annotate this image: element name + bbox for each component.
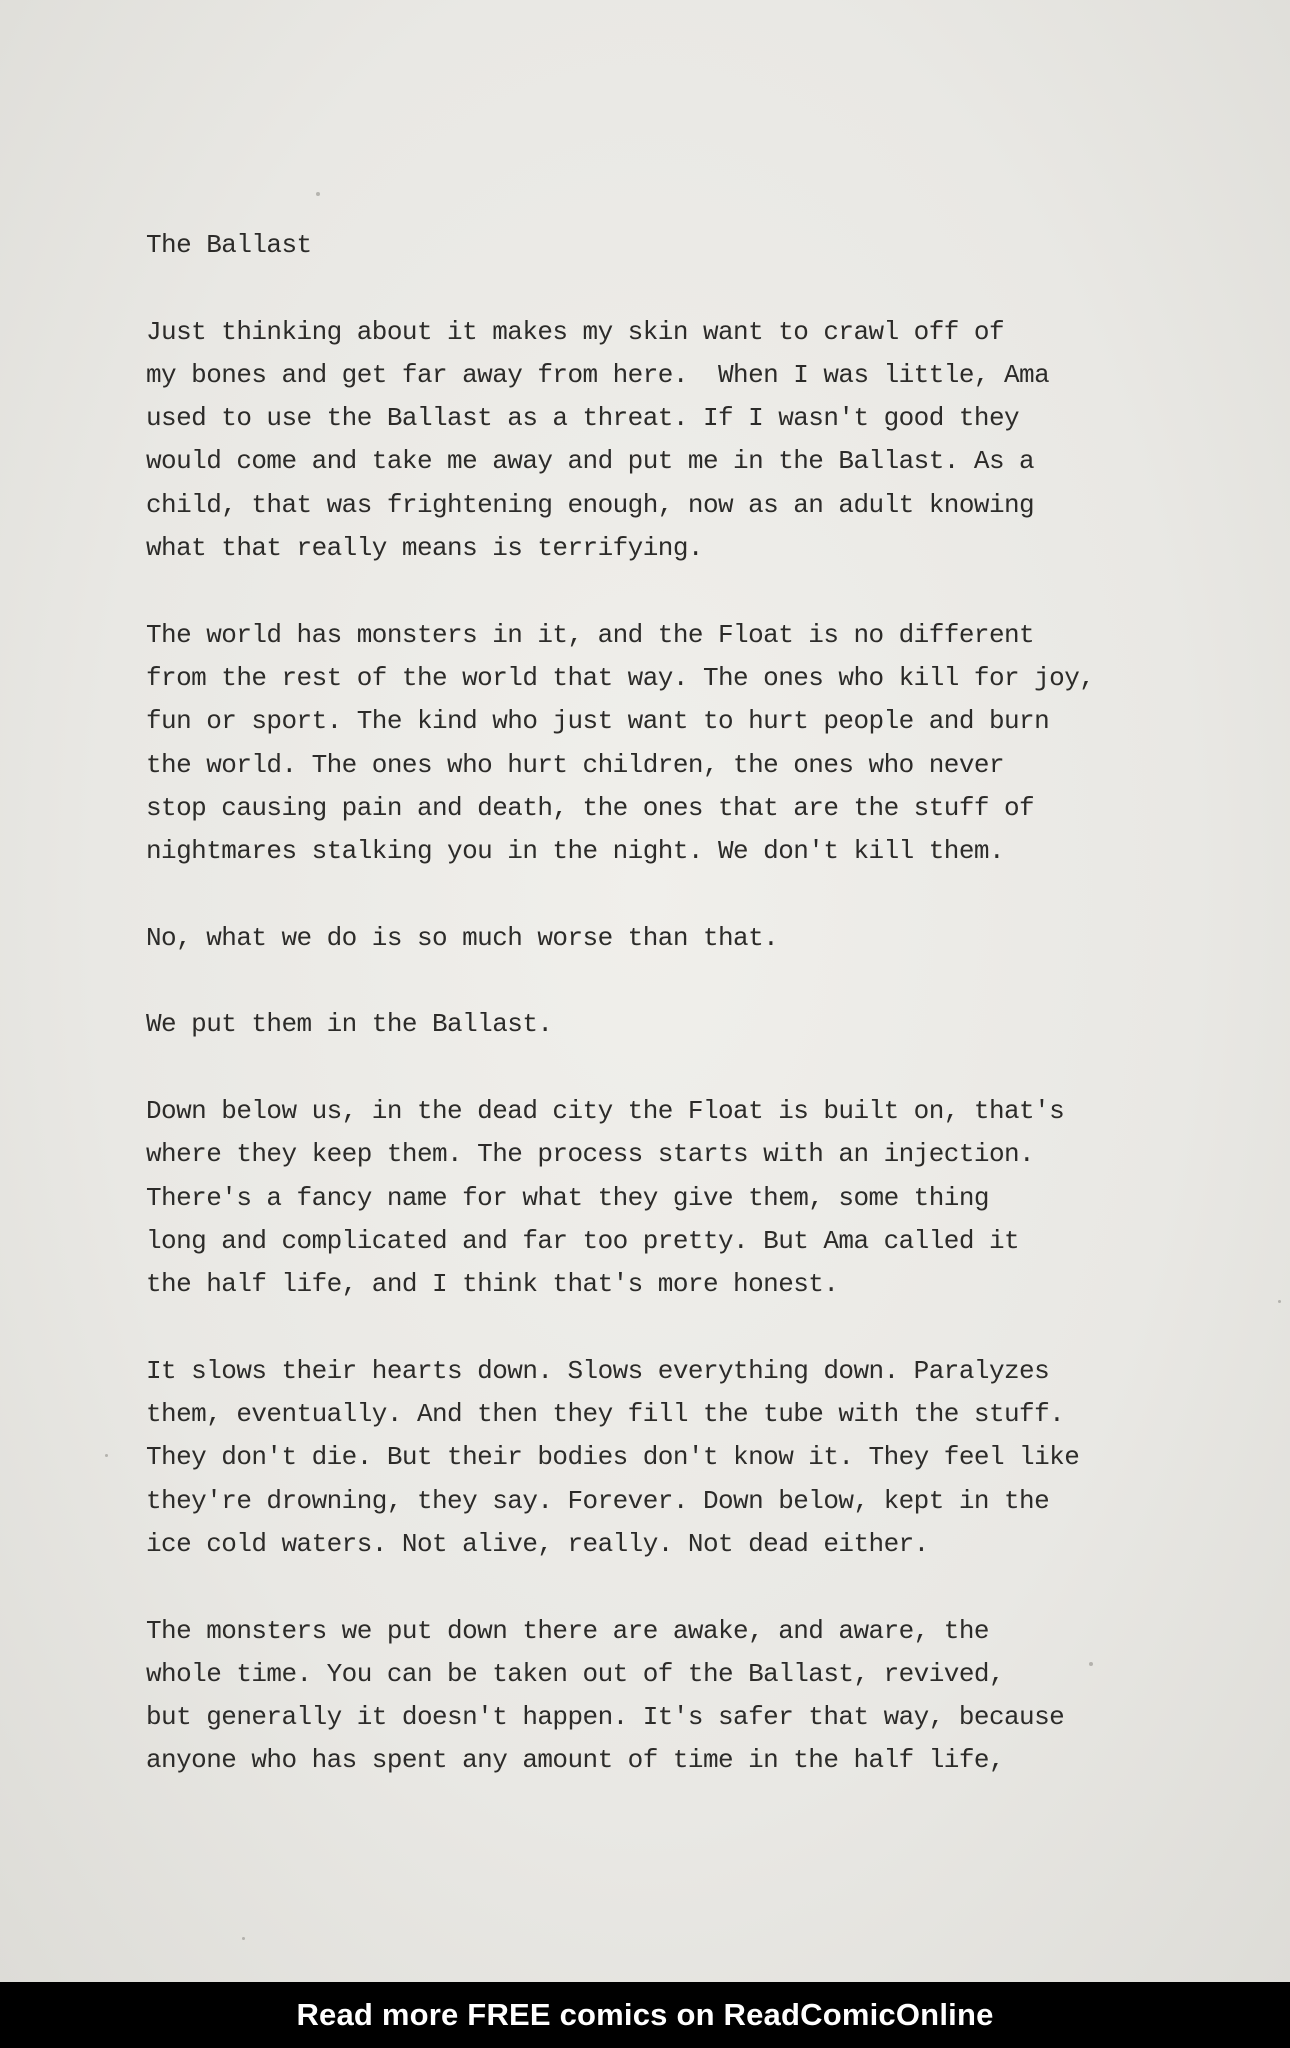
text-line: No, what we do is so much worse than that. — [146, 922, 779, 953]
text-line: It slows their hearts down. Slows everything down. Paralyzes — [146, 1355, 1050, 1386]
text-line: stop causing pain and death, the ones that are the stuff of — [146, 792, 1035, 823]
text-line: the world. The ones who hurt children, the ones who never — [146, 749, 1004, 780]
text-line: There's a fancy name for what they give them, some thing — [146, 1182, 989, 1213]
text-line: my bones and get far away from here. When I was little, Ama — [146, 359, 1050, 390]
text-line: The monsters we put down there are awake, and aware, the — [146, 1615, 989, 1646]
paper-speck — [105, 1454, 108, 1457]
document-body — [146, 224, 1156, 1826]
footer-link-text[interactable]: Read more FREE comics on ReadComicOnline — [296, 1997, 994, 2032]
paper-speck — [242, 1937, 245, 1940]
paragraph — [146, 614, 1156, 874]
document-title: The Ballast — [146, 230, 312, 260]
text-line: anyone who has spent any amount of time in the half life, — [146, 1745, 1004, 1776]
text-line: Just thinking about it makes my skin want to crawl off of — [146, 316, 1004, 347]
paragraph — [146, 1610, 1156, 1783]
text-line: They don't die. But their bodies don't know it. They feel like — [146, 1442, 1080, 1473]
paragraph-list — [146, 311, 1156, 1783]
text-line: what that really means is terrifying. — [146, 533, 703, 564]
text-line: We put them in the Ballast. — [146, 1009, 553, 1040]
paragraph — [146, 917, 1156, 960]
text-line: where they keep them. The process starts with an injection. — [146, 1139, 1035, 1170]
text-line: long and complicated and far too pretty. But Ama called it — [146, 1225, 1020, 1256]
paragraph — [146, 1350, 1156, 1566]
text-line: would come and take me away and put me in the Ballast. As a — [146, 446, 1035, 477]
text-line: they're drowning, they say. Forever. Down below, kept in the — [146, 1485, 1050, 1516]
text-line: fun or sport. The kind who just want to hurt people and burn — [146, 706, 1050, 737]
paragraph — [146, 1090, 1156, 1306]
paragraph — [146, 311, 1156, 571]
text-line: but generally it doesn't happen. It's safer that way, because — [146, 1702, 1065, 1733]
footer-banner[interactable] — [0, 1982, 1290, 2048]
text-line: them, eventually. And then they fill the tube with the stuff. — [146, 1399, 1065, 1430]
paper-speck — [316, 192, 320, 196]
text-line: from the rest of the world that way. The ones who kill for joy, — [146, 662, 1095, 693]
text-line: The world has monsters in it, and the Float is no different — [146, 619, 1035, 650]
paper-speck — [1278, 1300, 1281, 1303]
text-line: Down below us, in the dead city the Float is built on, that's — [146, 1095, 1065, 1126]
text-line: child, that was frightening enough, now as an adult knowing — [146, 489, 1035, 520]
text-line: the half life, and I think that's more honest. — [146, 1269, 839, 1300]
text-line: used to use the Ballast as a threat. If I wasn't good they — [146, 403, 1020, 434]
text-line: nightmares stalking you in the night. We don't kill them. — [146, 836, 1004, 867]
text-line: ice cold waters. Not alive, really. Not dead either. — [146, 1528, 929, 1559]
paragraph — [146, 1003, 1156, 1046]
text-line: whole time. You can be taken out of the Ballast, revived, — [146, 1658, 1004, 1689]
